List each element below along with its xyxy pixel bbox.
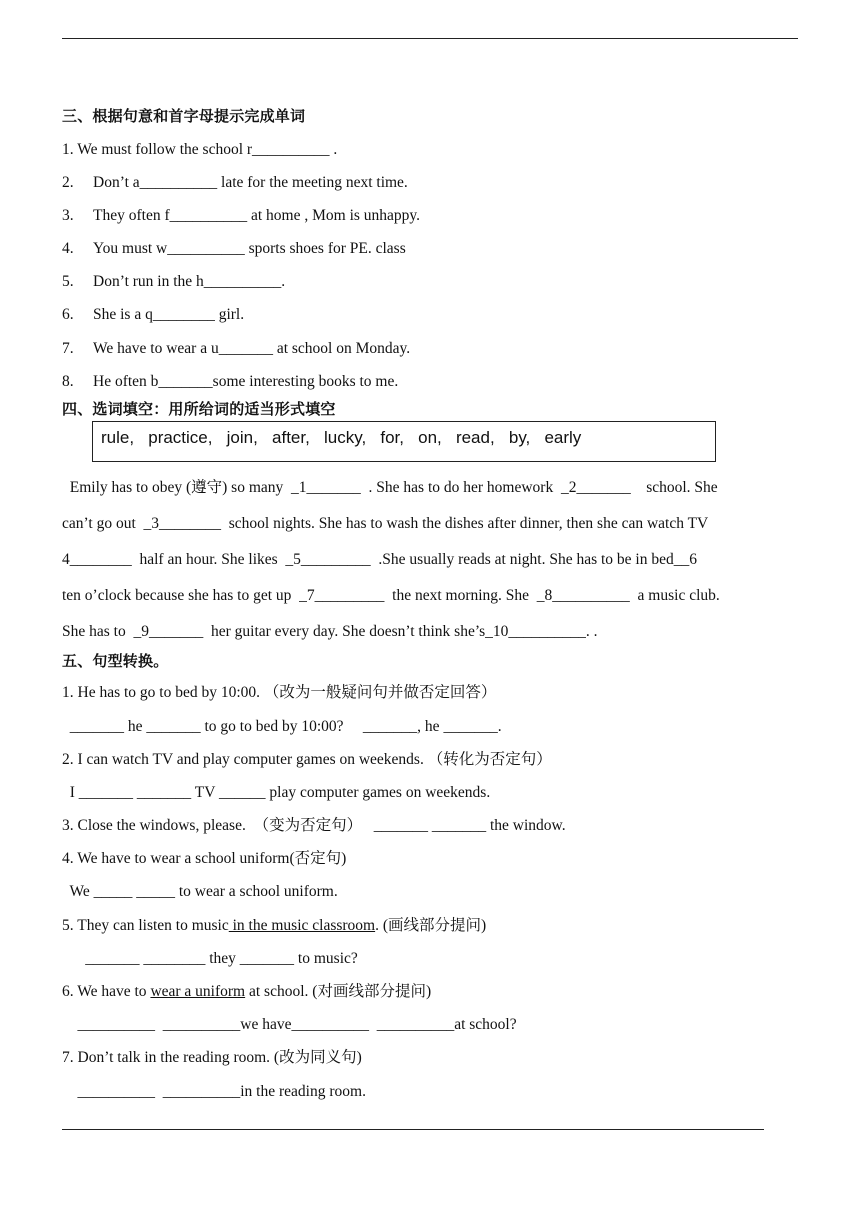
- question-text: 6. We have to: [62, 983, 151, 1000]
- question-number: 1.: [62, 141, 74, 158]
- answer-line-2: I _______ _______ TV ______ play computer games on weekends.: [62, 784, 491, 801]
- question-instruction: . (画线部分提问): [375, 917, 487, 934]
- answer-line-7: __________ __________in the reading room.: [62, 1083, 366, 1100]
- underlined-phrase: in the music classroom: [228, 917, 376, 934]
- passage-line: Emily has to obey (遵守) so many _1_______ . She has to do her homework _2_______ school. She: [62, 479, 718, 496]
- question-number: 4.: [62, 240, 74, 257]
- question-text: 5. They can listen to music: [62, 917, 229, 934]
- answer-line-6: __________ __________we have__________ __________at school?: [62, 1016, 517, 1033]
- question-7: [62, 339, 410, 359]
- question-text: We have to wear a u_______ at school on Monday.: [93, 340, 411, 357]
- question-3: [62, 206, 420, 226]
- underlined-phrase: wear a uniform: [150, 983, 246, 1000]
- answer-line-5: _______ ________ they _______ to music?: [62, 950, 358, 967]
- section-5-title: 五、句型转换。: [62, 652, 169, 670]
- section-4-title: 四、选词填空：用所给词的适当形式填空: [62, 400, 336, 418]
- question-text: We must follow the school r__________ .: [77, 141, 338, 158]
- question-6: [62, 305, 244, 325]
- question-number: 2.: [62, 174, 74, 191]
- question-2: [62, 173, 408, 193]
- passage-line: ten o’clock because she has to get up _7_________ the next morning. She _8__________ a music club.: [62, 587, 720, 604]
- section-3-title: 三、根据句意和首字母提示完成单词: [62, 107, 306, 125]
- transform-question-2: 2. I can watch TV and play computer games on weekends. （转化为否定句）: [62, 751, 552, 768]
- top-rule: [62, 38, 798, 39]
- transform-question-5: [62, 916, 486, 936]
- question-instruction: at school. (对画线部分提问): [245, 983, 432, 1000]
- answer-line-1: _______ he _______ to go to bed by 10:00? _______, he _______.: [62, 718, 502, 735]
- word-bank-box: rule, practice, join, after, lucky, for, on, read, by, early: [92, 421, 716, 462]
- transform-question-1: 1. He has to go to bed by 10:00. （改为一般疑问句并做否定回答）: [62, 684, 497, 701]
- question-text: She is a q________ girl.: [93, 306, 245, 323]
- question-text: Don’t a__________ late for the meeting next time.: [93, 174, 408, 191]
- question-text: They often f__________ at home , Mom is unhappy.: [93, 207, 421, 224]
- question-4: [62, 239, 406, 259]
- bottom-rule: [62, 1129, 764, 1130]
- question-text: He often b_______some interesting books to me.: [93, 373, 399, 390]
- question-text: You must w__________ sports shoes for PE. class: [93, 240, 406, 257]
- question-1: [62, 140, 337, 160]
- question-text: Don’t run in the h__________.: [93, 273, 286, 290]
- question-number: 8.: [62, 373, 74, 390]
- question-number: 5.: [62, 273, 74, 290]
- question-number: 6.: [62, 306, 74, 323]
- answer-line-4: We _____ _____ to wear a school uniform.: [62, 883, 338, 900]
- question-5: [62, 272, 285, 292]
- transform-question-4: 4. We have to wear a school uniform(否定句): [62, 850, 347, 867]
- question-number: 7.: [62, 340, 74, 357]
- question-8: [62, 372, 398, 392]
- passage-line: 4________ half an hour. She likes _5_________ .She usually reads at night. She has to be in bed__6: [62, 551, 697, 568]
- transform-question-7: 7. Don’t talk in the reading room. (改为同义句): [62, 1049, 362, 1066]
- question-number: 3.: [62, 207, 74, 224]
- transform-question-3: 3. Close the windows, please. （变为否定句） _______ _______ the window.: [62, 817, 566, 834]
- transform-question-6: [62, 982, 431, 1002]
- passage-line: She has to _9_______ her guitar every day. She doesn’t think she’s_10__________. .: [62, 623, 598, 640]
- passage-line: can’t go out _3________ school nights. She has to wash the dishes after dinner, then she can watch TV: [62, 515, 709, 532]
